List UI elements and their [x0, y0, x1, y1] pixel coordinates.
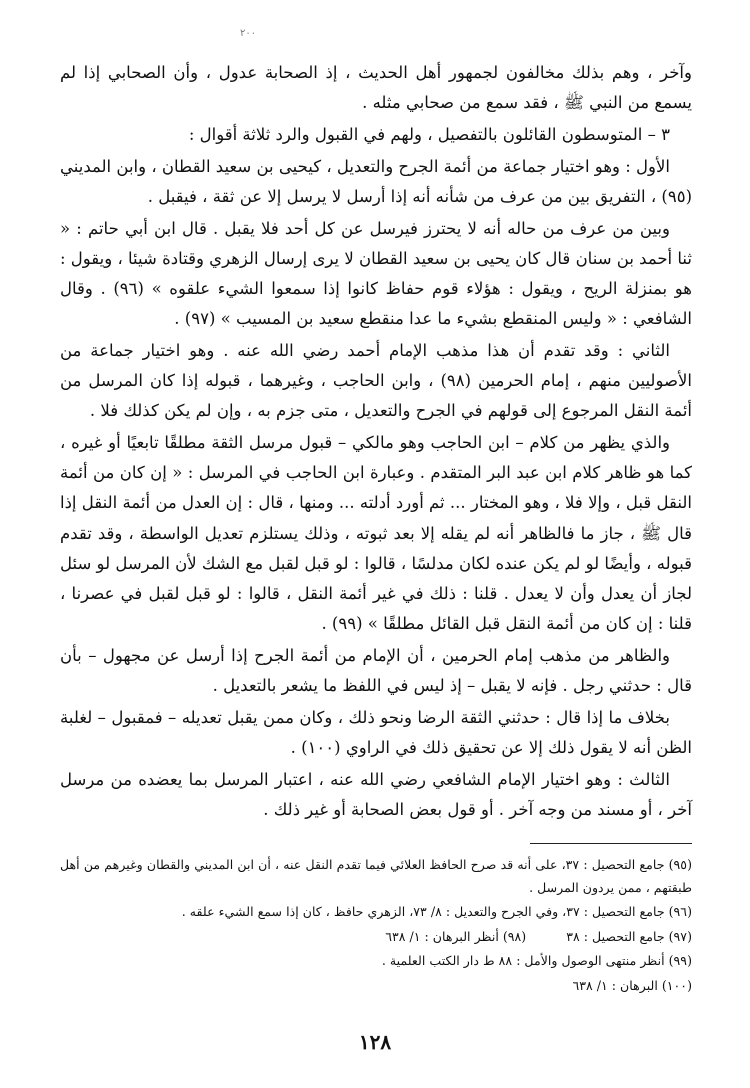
main-text	[60, 58, 692, 825]
paragraph: وآخر ، وهم بذلك مخالفون لجمهور أهل الحديث ، إذ الصحابة عدول ، وأن الصحابي إذا لم يسمع من النبي ﷺ ، فقد سمع من صحابي مثله .	[60, 63, 692, 113]
paragraph: الثالث : وهو اختيار الإمام الشافعي رضي الله عنه ، اعتبار المرسل بما يعضده من مرسل آخر ، أو مسند من وجه آخر . أو قول بعض الصحابة أو غير ذلك .	[60, 769, 692, 819]
header-mark: ٢٠٠	[240, 28, 257, 39]
paragraph: وبين من عرف من حاله أنه لا يحترز فيرسل عن كل أحد فلا يقبل . قال ابن أبي حاتم : « ثنا أحمد بن سنان قال كان يحيى بن سعيد القطان لا يرى إرسال الزهري وقتادة شيئا ، ويقول : هو بمنزلة الريح ، ويقول : هؤلاء قوم حفاظ كانوا إذا سمعوا الشيء علقوه » (٩٦) . وقال الشافعي : « وليس المنقطع بشيء ما عدا منقطع سعيد بن المسيب » (٩٧) .	[59, 218, 692, 329]
footnote: (١٠٠) البرهان : ١/ ٦٣٨	[572, 977, 692, 993]
footnotes	[60, 854, 692, 997]
page-number: ١٢٨	[358, 1030, 392, 1054]
footnote-separator	[530, 843, 692, 844]
paragraph: والظاهر من مذهب إمام الحرمين ، أن الإمام من أئمة الجرح إذا أرسل عن مجهول – بأن قال : حدثني رجل . فإنه لا يقبل – إذ ليس في اللفظ ما يشعر بالتعديل .	[60, 645, 692, 696]
footnote: (٩٩) أنظر منتهى الوصول والأمل : ٨٨ ط دار الكتب العلمية .	[381, 953, 692, 969]
paragraph: ٣ – المتوسطون القائلون بالتفصيل ، ولهم في القبول والرد ثلاثة أقوال :	[188, 124, 670, 144]
footnote: (٩٦) جامع التحصيل : ٣٧، وفي الجرح والتعديل : ٨/ ٧٣، الزهري حافظ ، كان إذا سمع الشيء علقه .	[181, 904, 692, 920]
paragraph: الثاني : وقد تقدم أن هذا مذهب الإمام أحمد رضي الله عنه . وهو اختيار جماعة من الأصوليين منهم ، إمام الحرمين (٩٨) ، وابن الحاجب ، وغيرهما ، قبوله إذا كان المرسل من أئمة النقل المرجوع إلى قولهم في الجرح والتعديل ، متى جزم به ، وإن لم يكن كذلك فلا .	[60, 340, 692, 421]
paragraph: والذي يظهر من كلام – ابن الحاجب وهو مالكي – قبول مرسل الثقة مطلقًا تابعيًا أو غيره ، كما هو ظاهر كلام ابن عبد البر المتقدم . وعبارة ابن الحاجب في المرسل : « إن كان من أئمة النقل قبل ، وإلا فلا ، وهو المختار ... ثم أورد أدلته ... ومنها ، قال : إن العدل من أئمة النقل إذا قال ﷺ ، جاز ما فالظاهر أنه لم يقله إلا بعد ثبوته ، وذلك يستلزم تعديل الواسطة ، وقد تقدم قبوله ، وأيضًا لو لم يكن عنده لكان مدلسًا ، قالوا : لو قبل لقبل مع الشك لأن المرسل لو سئل لجاز أن يعدل وأن لا يعدل . قلنا : ذلك في غير أئمة النقل ، قالوا : لو قبل لقبل في عصرنا ، قلنا : إن كان من أئمة النقل قبل القائل مطلقًا » (٩٩) .	[60, 432, 692, 634]
footnote: (٩٧) جامع التحصيل : ٣٨ (٩٨) أنظر البرهان : ١/ ٦٣٨	[385, 928, 692, 944]
paragraph: الأول : وهو اختيار جماعة من أئمة الجرح والتعديل ، كيحيى بن سعيد القطان ، وابن المديني (٩٥) ، التفريق بين من عرف من شأنه أنه إذا أرسل لا يرسل إلا عن ثقة ، فيقبل .	[60, 156, 692, 206]
footnote: (٩٥) جامع التحصيل : ٣٧، على أنه قد صرح الحافظ العلائي فيما تقدم النقل عنه ، أن ابن المديني والقطان وغيرهم من أهل طبقتهم ، ممن يردون المرسل .	[60, 857, 692, 895]
paragraph: بخلاف ما إذا قال : حدثني الثقة الرضا ونحو ذلك ، وكان ممن يقبل تعديله – فمقبول – لغلبة الظن أنه لا يقول ذلك إلا عن تحقيق ذلك في الراوي (١٠٠) .	[60, 707, 692, 757]
